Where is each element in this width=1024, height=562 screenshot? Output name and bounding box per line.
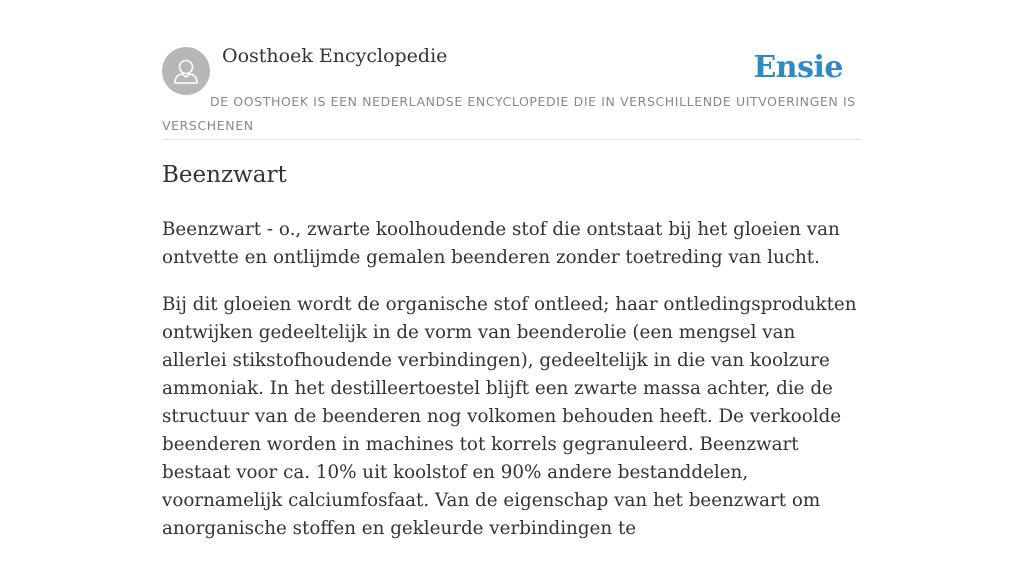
article-title: Beenzwart (162, 162, 287, 188)
article-paragraph: Beenzwart - o., zwarte koolhoudende stof die ontstaat bij het gloeien van ontvette en ontlijmde gemalen beenderen zonder toetreding van lucht. (162, 219, 840, 268)
brand-logo[interactable]: Ensie (753, 50, 843, 85)
article-body (162, 216, 862, 562)
header-divider (162, 139, 862, 140)
user-icon (162, 47, 210, 95)
article-paragraph: Bij dit gloeien wordt de organische stof ontleed; haar ontledingsprodukten ontwijken gedeeltelijk in de vorm van beenderolie (een mengsel van allerlei stikstofhoudende verbindingen), gedeeltelijk in die van koolzure ammoniak. In het destilleertoestel blijft een zwarte massa achter, die de structuur van de beenderen nog volkomen behouden heeft. De verkoolde beenderen worden in machines tot korrels gegranuleerd. Beenzwart bestaat voor ca. 10% uit koolstof en 90% andere bestanddelen, voornamelijk calciumfosfaat. Van de eigenschap van het beenzwart om anorganische stoffen en gekleurde verbindingen te (162, 294, 857, 539)
avatar[interactable] (162, 47, 210, 95)
site-tagline: DE OOSTHOEK IS EEN NEDERLANDSE ENCYCLOPEDIE DIE IN VERSCHILLENDE UITVOERINGEN IS VERSCHENEN (162, 94, 856, 133)
site-name-link[interactable]: Oosthoek Encyclopedie (222, 45, 448, 67)
